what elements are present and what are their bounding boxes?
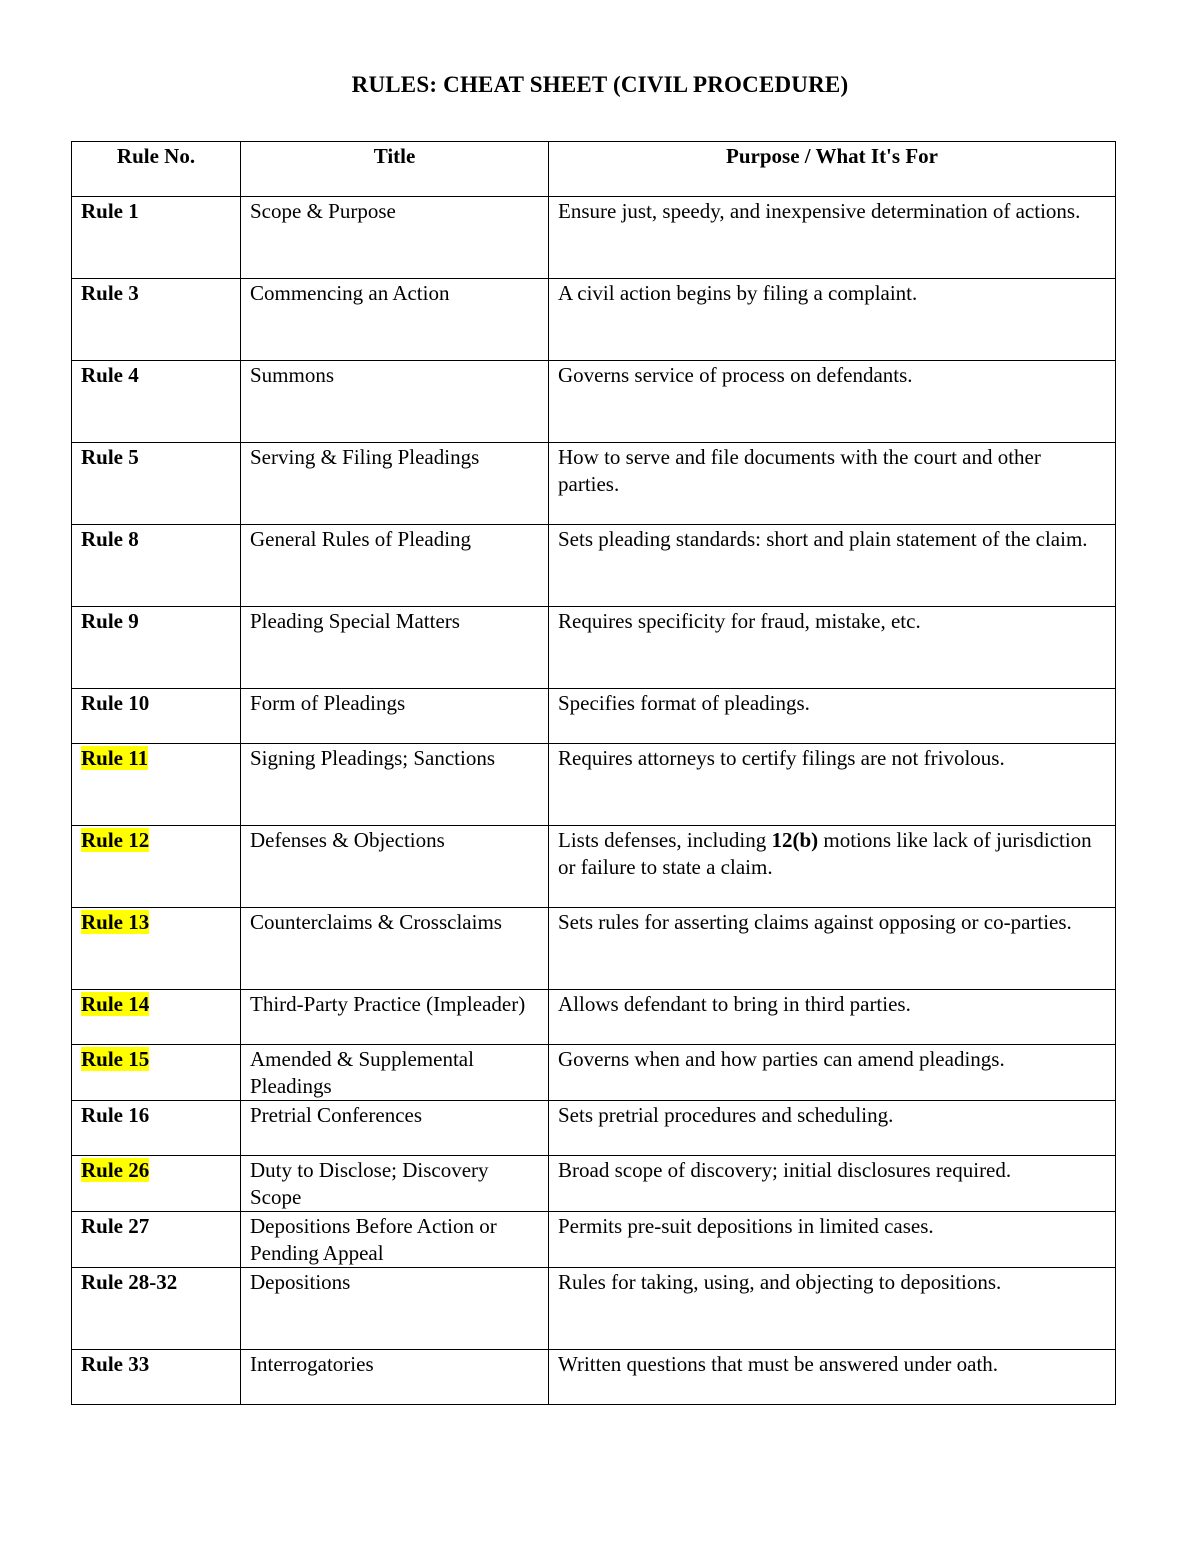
rule-title: General Rules of Pleading xyxy=(241,525,549,607)
rule-purpose: Ensure just, speedy, and inexpensive determination of actions. xyxy=(549,197,1116,279)
table-row xyxy=(72,1350,1116,1405)
table-row xyxy=(72,744,1116,826)
rule-number: Rule 27 xyxy=(72,1212,241,1268)
rule-number: Rule 33 xyxy=(72,1350,241,1405)
rule-title: Duty to Disclose; Discovery Scope xyxy=(241,1156,549,1212)
rule-title: Serving & Filing Pleadings xyxy=(241,443,549,525)
rule-purpose: Broad scope of discovery; initial disclosures required. xyxy=(549,1156,1116,1212)
rule-title: Counterclaims & Crossclaims xyxy=(241,908,549,990)
rule-number xyxy=(72,1045,241,1101)
page-title: RULES: CHEAT SHEET (CIVIL PROCEDURE) xyxy=(351,72,849,97)
rule-number xyxy=(72,1156,241,1212)
rule-title: Pretrial Conferences xyxy=(241,1101,549,1156)
rule-number: Rule 4 xyxy=(72,361,241,443)
rule-number: Rule 9 xyxy=(72,607,241,689)
rule-purpose: Governs when and how parties can amend pleadings. xyxy=(549,1045,1116,1101)
table-row xyxy=(72,826,1116,908)
table-row xyxy=(72,1101,1116,1156)
rule-purpose: Written questions that must be answered under oath. xyxy=(549,1350,1116,1405)
bold-rule-reference: 12(b) xyxy=(771,828,819,852)
table-row xyxy=(72,689,1116,744)
rule-purpose: Sets pretrial procedures and scheduling. xyxy=(549,1101,1116,1156)
column-header-rule-no: Rule No. xyxy=(72,142,241,197)
rule-title: Pleading Special Matters xyxy=(241,607,549,689)
rules-table xyxy=(71,141,1116,1405)
rule-title: Signing Pleadings; Sanctions xyxy=(241,744,549,826)
rule-purpose: Rules for taking, using, and objecting to depositions. xyxy=(549,1268,1116,1350)
rule-title: Scope & Purpose xyxy=(241,197,549,279)
rule-purpose: Allows defendant to bring in third parties. xyxy=(549,990,1116,1045)
table-row xyxy=(72,1156,1116,1212)
rule-purpose: Permits pre-suit depositions in limited cases. xyxy=(549,1212,1116,1268)
table-row xyxy=(72,908,1116,990)
table-row xyxy=(72,1212,1116,1268)
rule-number: Rule 3 xyxy=(72,279,241,361)
rule-number: Rule 16 xyxy=(72,1101,241,1156)
table-row xyxy=(72,279,1116,361)
rule-number xyxy=(72,990,241,1045)
rule-number: Rule 1 xyxy=(72,197,241,279)
rule-purpose: Lists defenses, including 12(b) motions like lack of jurisdiction or failure to state a claim. xyxy=(549,826,1116,908)
highlighted-rule-number: Rule 14 xyxy=(81,992,150,1016)
column-header-purpose: Purpose / What It's For xyxy=(549,142,1116,197)
table-row xyxy=(72,607,1116,689)
header-row xyxy=(72,142,1116,197)
rule-purpose: Specifies format of pleadings. xyxy=(549,689,1116,744)
rule-number: Rule 10 xyxy=(72,689,241,744)
rule-purpose: Requires attorneys to certify filings are not frivolous. xyxy=(549,744,1116,826)
rule-title: Depositions Before Action or Pending Appeal xyxy=(241,1212,549,1268)
rule-title: Defenses & Objections xyxy=(241,826,549,908)
rule-purpose: How to serve and file documents with the court and other parties. xyxy=(549,443,1116,525)
rule-number: Rule 8 xyxy=(72,525,241,607)
rule-title: Third-Party Practice (Impleader) xyxy=(241,990,549,1045)
rule-number xyxy=(72,744,241,826)
highlighted-rule-number: Rule 11 xyxy=(81,746,149,770)
table-row xyxy=(72,525,1116,607)
rule-title: Commencing an Action xyxy=(241,279,549,361)
rule-purpose: Sets rules for asserting claims against opposing or co-parties. xyxy=(549,908,1116,990)
rule-number xyxy=(72,908,241,990)
rule-title: Amended & Supplemental Pleadings xyxy=(241,1045,549,1101)
rule-title: Interrogatories xyxy=(241,1350,549,1405)
table-row xyxy=(72,990,1116,1045)
column-header-title: Title xyxy=(241,142,549,197)
table-row xyxy=(72,1268,1116,1350)
highlighted-rule-number: Rule 15 xyxy=(81,1047,150,1071)
table-row xyxy=(72,361,1116,443)
rule-number xyxy=(72,826,241,908)
highlighted-rule-number: Rule 26 xyxy=(81,1158,150,1182)
rule-title: Form of Pleadings xyxy=(241,689,549,744)
rule-title: Depositions xyxy=(241,1268,549,1350)
rule-purpose: A civil action begins by filing a complaint. xyxy=(549,279,1116,361)
table-row xyxy=(72,197,1116,279)
table-row xyxy=(72,443,1116,525)
rule-title: Summons xyxy=(241,361,549,443)
rule-purpose: Governs service of process on defendants. xyxy=(549,361,1116,443)
table-row xyxy=(72,1045,1116,1101)
rule-purpose: Sets pleading standards: short and plain statement of the claim. xyxy=(549,525,1116,607)
highlighted-rule-number: Rule 12 xyxy=(81,828,150,852)
rule-number: Rule 5 xyxy=(72,443,241,525)
rule-purpose: Requires specificity for fraud, mistake, etc. xyxy=(549,607,1116,689)
rule-number: Rule 28-32 xyxy=(72,1268,241,1350)
highlighted-rule-number: Rule 13 xyxy=(81,910,150,934)
